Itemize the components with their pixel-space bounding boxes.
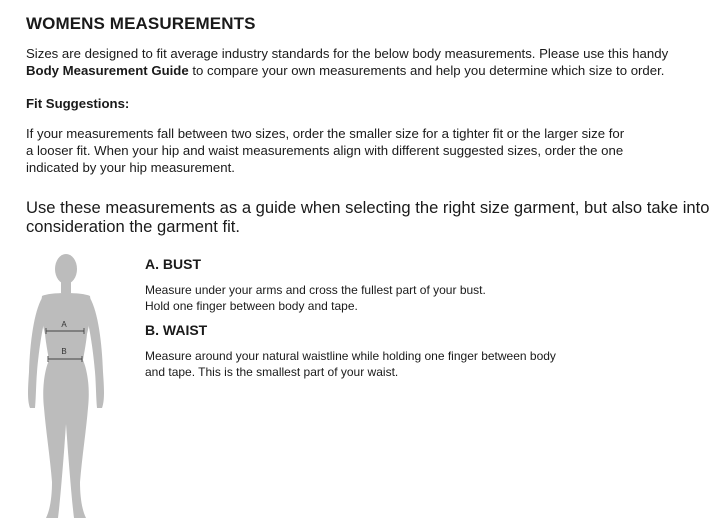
silhouette-icon: [28, 254, 104, 518]
intro-text-end: to compare your own measurements and help you determine which size to order.: [188, 63, 665, 78]
intro-text-start: Sizes are designed to fit average industry standards for the below body measurements. Please use this handy: [26, 46, 669, 61]
waist-label-b: B: [61, 347, 67, 356]
bust-instructions: [145, 282, 585, 314]
guide-note: Use these measurements as a guide when selecting the right size garment, but also take into consideration the garment fit.: [26, 198, 710, 236]
waist-instructions: [145, 348, 585, 380]
bust-instructions-line-2: Hold one finger between body and tape.: [145, 299, 358, 313]
waist-heading: B. WAIST: [145, 322, 208, 338]
bust-label-a: A: [61, 320, 67, 329]
waist-instructions-line-1: Measure around your natural waistline while holding one finger between body: [145, 349, 556, 363]
body-silhouette-figure: [20, 252, 112, 524]
bust-heading: A. BUST: [145, 256, 201, 272]
fit-suggestions-text: If your measurements fall between two sizes, order the smaller size for a tighter fit or the larger size for a looser fit. When your hip and waist measurements align with different suggested sizes, order the one indicated by your hip measurement.: [26, 126, 625, 175]
intro-paragraph: [26, 45, 706, 79]
bust-instructions-line-1: Measure under your arms and cross the fullest part of your bust.: [145, 283, 486, 297]
waist-section: [145, 322, 585, 380]
fit-suggestions-heading: Fit Suggestions:: [26, 96, 130, 111]
waist-instructions-line-2: and tape. This is the smallest part of your waist.: [145, 365, 399, 379]
body-measurement-guide-label: Body Measurement Guide: [26, 63, 189, 78]
bust-section: [145, 256, 585, 314]
page-title: WOMENS MEASUREMENTS: [26, 14, 256, 33]
